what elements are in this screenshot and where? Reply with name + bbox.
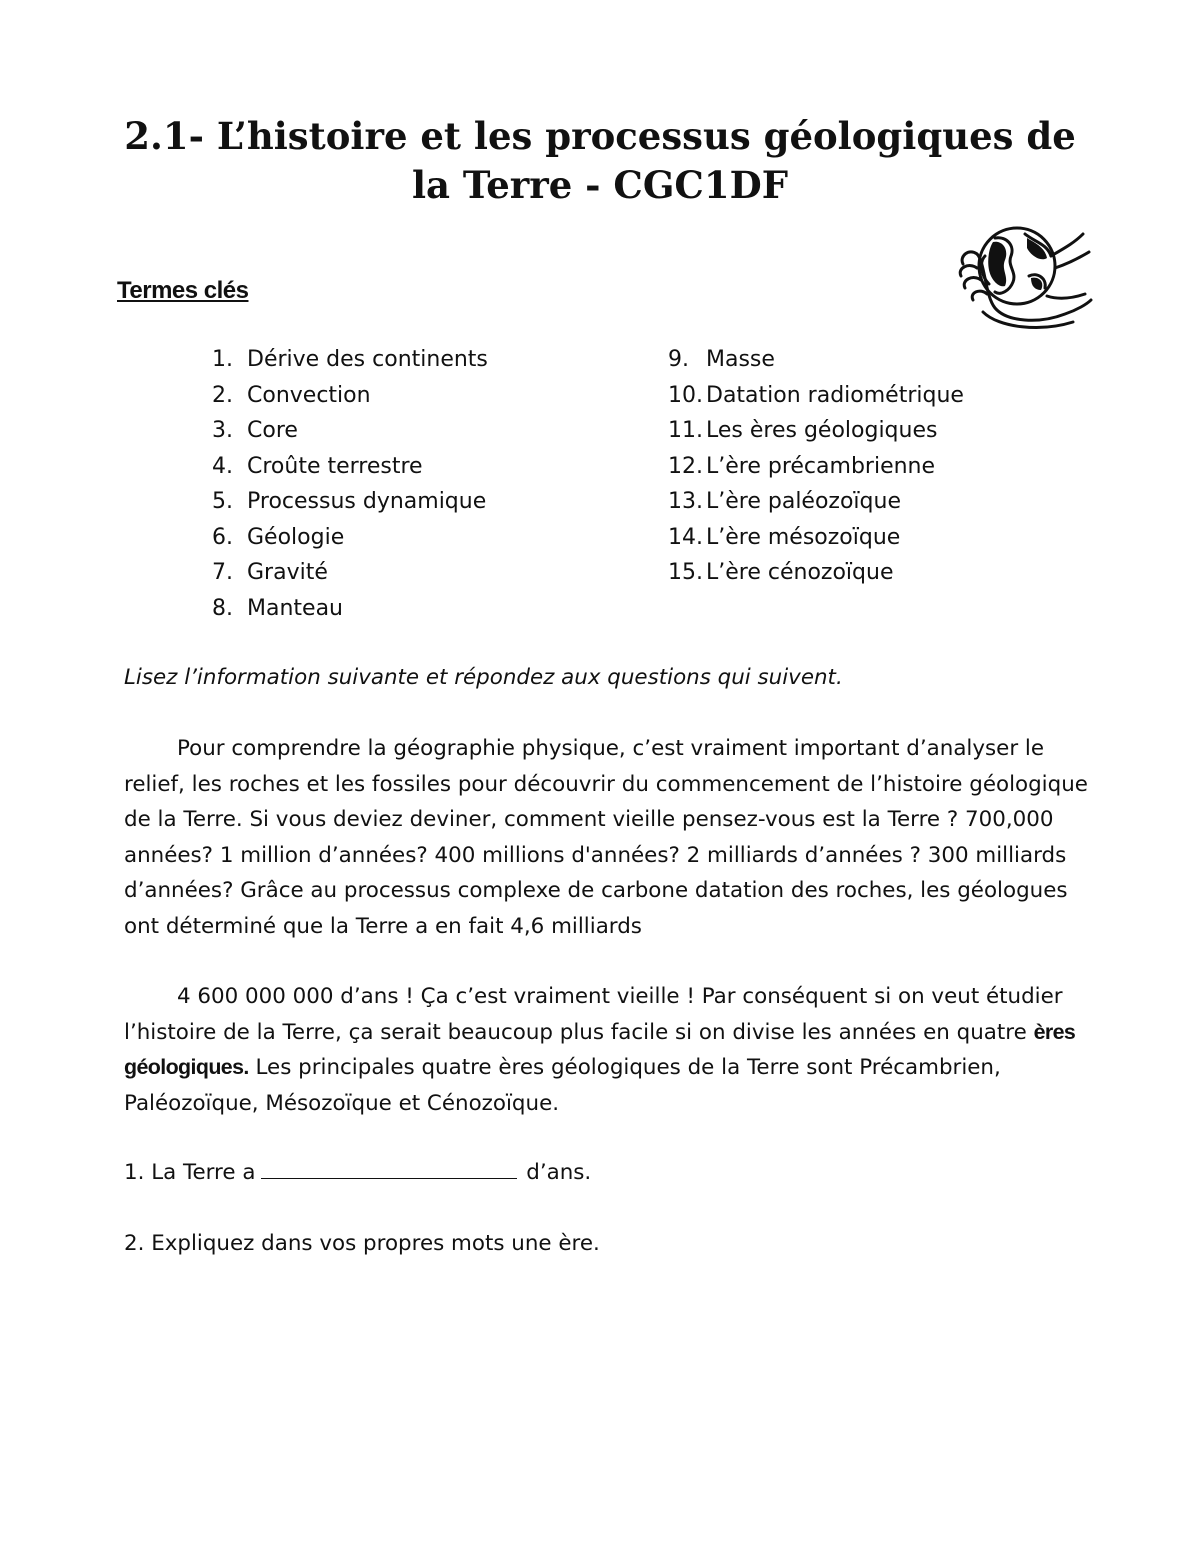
instruction-text: Lisez l’information suivante et répondez aux questions qui suivent. <box>124 665 843 690</box>
list-item: 11. Les ères géologiques <box>668 418 938 443</box>
key-terms-list-1 <box>205 342 488 626</box>
list-item: 1. Dérive des continents <box>212 347 488 372</box>
list-item: 7. Gravité <box>212 560 328 585</box>
list-item: 2. Convection <box>212 382 371 408</box>
key-terms-list-2 <box>668 342 964 591</box>
paragraph-1: Pour comprendre la géographie physique, c’est vraiment important d’analyser le relief, les roches et les fossiles pour découvrir du commencement de l’histoire géologique de la Terre. Si vous deviez deviner, comment vieille pensez-vous est la Terre ? 700,000 années? 1 million d’années? 400 millions d'années? 2 milliards d’années ? 300 milliards d’années? Grâce au processus complexe de carbone datation des roches, les géologues ont déterminé que la Terre a en fait 4,6 milliards <box>124 736 1088 939</box>
list-item: 6. Géologie <box>212 524 345 550</box>
list-item: 12. L’ère précambrienne <box>668 453 936 479</box>
paragraph-2: 4 600 000 000 d’ans ! Ça c’est vraiment vieille ! Par conséquent si on veut étudier l’histoire de la Terre, ça serait beaucoup plus facile si on divise les années en quatre ères géologiques. Les principales quatre ères géologiques de la Terre sont Précambrien, Paléozoïque, Mésozoïque et Cénozoïque. <box>124 984 1076 1116</box>
title-line-1: 2.1- L’histoire et les processus géologiques de <box>124 114 1076 158</box>
list-item: 5. Processus dynamique <box>212 489 487 514</box>
list-item: 3. Core <box>212 418 298 443</box>
question-2: 2. Expliquez dans vos propres mots une ère. <box>124 1231 600 1256</box>
question-1: 1. La Terre a d’ans. <box>124 1155 1104 1191</box>
list-item: 8. Manteau <box>212 595 343 621</box>
list-item: 14. L’ère mésozoïque <box>668 524 901 550</box>
answer-blank[interactable] <box>261 1156 517 1179</box>
list-item: 4. Croûte terrestre <box>212 453 423 479</box>
highlighted-term: géologiques. <box>124 1055 249 1079</box>
list-item: 13. L’ère paléozoïque <box>668 489 901 514</box>
highlighted-term: ères <box>1033 1019 1076 1044</box>
key-terms-heading: Termes clés <box>117 277 249 304</box>
list-item: 9. Masse <box>668 347 775 372</box>
globe-in-hands-icon <box>955 216 1095 336</box>
list-item: 15. L’ère cénozoïque <box>668 560 894 585</box>
title-line-2: la Terre - CGC1DF <box>412 163 788 207</box>
list-item: 10. Datation radiométrique <box>668 382 964 408</box>
page-title <box>0 112 1200 210</box>
